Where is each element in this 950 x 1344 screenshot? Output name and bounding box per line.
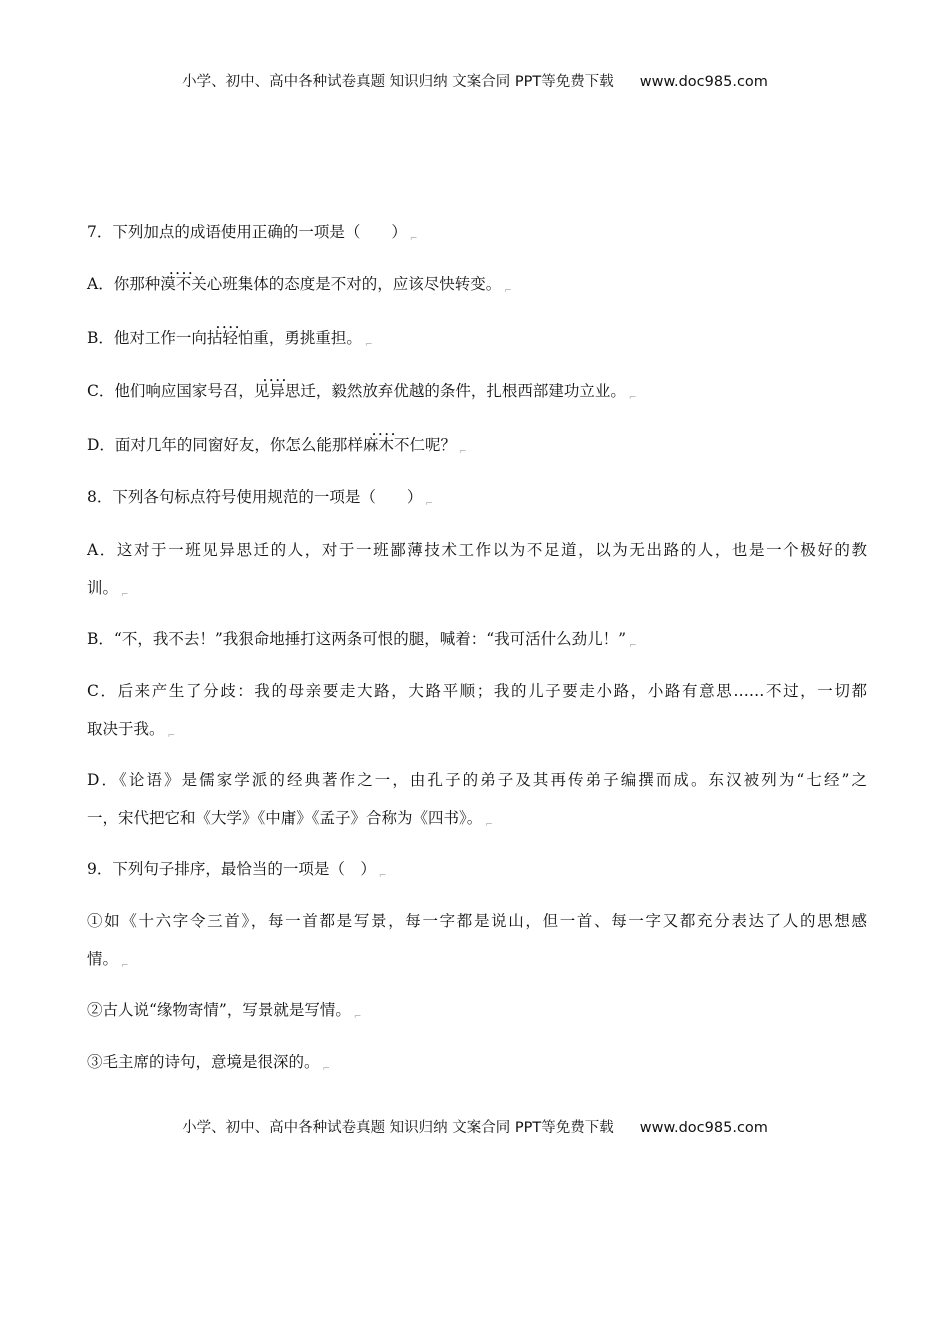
paragraph-mark-icon: ⌐ [504, 286, 512, 296]
q7-option-c: C．他们响应国家号召，• • • • 见异思迁，毅然放弃优越的条件，扎根西部建功立业。 $_⌐$ [87, 381, 867, 408]
footer-text: 小学、初中、高中各种试卷真题 知识归纳 文案合同 PPT等免费下载 [182, 1120, 614, 1136]
q7-option-d: D．面对几年的同窗好友，你怎么能那样• • • • 麻木不仁呢？ $_⌐$ [87, 435, 867, 462]
paragraph-mark-icon: ⌐ [409, 234, 418, 244]
paragraph-mark-icon: ⌐ [364, 340, 373, 350]
paragraph-mark-icon: ⌐ [121, 961, 129, 971]
q9-stem: 9．下列句子排序，最恰当的一项是（ ） $_⌐$ [87, 860, 387, 881]
emphasis-dotted-idiom: • • • • 漠不关心 [160, 275, 222, 293]
footer-banner [0, 1116, 950, 1137]
paragraph-mark-icon: ⌐ [458, 447, 467, 457]
q9-sentence-3: ③毛主席的诗句，意境是很深的。 $_⌐$ [87, 1053, 331, 1074]
header-site: www.doc985.com [639, 74, 768, 90]
q7-option-a: A．你那种• • • • 漠不关心班集体的态度是不对的，应该尽快转变。 $_⌐$ [87, 274, 867, 301]
paragraph-mark-icon: ⌐ [378, 871, 387, 881]
paragraph-mark-icon: ⌐ [121, 590, 129, 600]
q9-sentence-1-line1: ①如《十六字令三首》，每一首都是写景，每一字都是说山，但一首、每一字又都充分表达了人的思想感 [87, 912, 867, 930]
q8-option-b: B．“不，我不去！”我狠命地捶打这两条可恨的腿，喊着：“我可活什么劲儿！” $_⌐$ [87, 630, 637, 651]
paragraph-mark-icon: ⌐ [167, 731, 176, 741]
q8-option-a-line2: 训。 $_⌐$ [87, 579, 129, 600]
emphasis-dotted-idiom: • • • • 拈轻怕重 [207, 329, 269, 347]
q8-option-a-line1: A．这对于一班见异思迁的人，对于一班鄙薄技术工作以为不足道，以为无出路的人，也是一个极好的教 [87, 541, 867, 559]
paragraph-mark-icon: ⌐ [353, 1012, 362, 1022]
emphasis-dotted-idiom: • • • • 麻木不仁 [363, 436, 425, 454]
paragraph-mark-icon: ⌐ [322, 1064, 331, 1074]
emphasis-dotted-idiom: • • • • 见异思迁 [254, 382, 316, 400]
q9-sentence-1-line2: 情。 $_⌐$ [87, 950, 129, 971]
q8-stem: 8．下列各句标点符号使用规范的一项是（ ） $_⌐$ [87, 488, 433, 509]
q8-option-c-line1: C．后来产生了分歧：我的母亲要走大路，大路平顺；我的儿子要走小路，小路有意思……不过，一切都 [87, 682, 867, 700]
paragraph-mark-icon: ⌐ [425, 499, 433, 509]
paragraph-mark-icon: ⌐ [628, 393, 637, 403]
q8-option-d-line2: 一，宋代把它和《大学》《中庸》《孟子》合称为《四书》。 $_⌐$ [87, 809, 493, 830]
q9-sentence-2: ②古人说“缘物寄情”，写景就是写情。 $_⌐$ [87, 1001, 362, 1022]
footer-site: www.doc985.com [639, 1120, 768, 1136]
q8-option-d-line1: D．《论语》是儒家学派的经典著作之一，由孔子的弟子及其再传弟子编撰而成。东汉被列为“七经”之 [87, 771, 867, 789]
header-banner [0, 70, 950, 91]
header-text: 小学、初中、高中各种试卷真题 知识归纳 文案合同 PPT等免费下载 [182, 74, 614, 90]
q7-option-b: B．他对工作一向• • • • 拈轻怕重，勇挑重担。 $_⌐$ [87, 328, 867, 355]
paragraph-mark-icon: ⌐ [629, 641, 637, 651]
q7-stem: 7．下列加点的成语使用正确的一项是（ ） $_⌐$ [87, 223, 418, 244]
q8-option-c-line2: 取决于我。 $_⌐$ [87, 720, 176, 741]
paragraph-mark-icon: ⌐ [485, 820, 493, 830]
